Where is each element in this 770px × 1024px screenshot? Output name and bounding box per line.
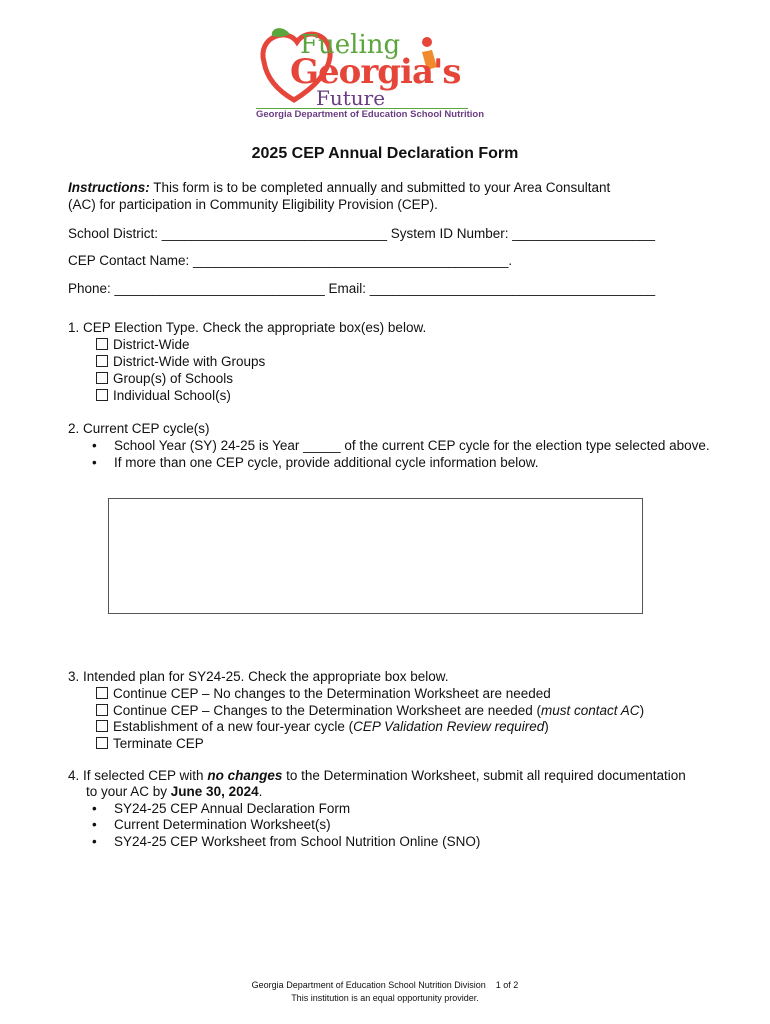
checkbox-icon[interactable] [96,355,108,367]
contact-name-field[interactable]: CEP Contact Name: __________________________________________. [68,253,513,268]
section2-heading: 2. Current CEP cycle(s) [68,421,210,436]
option-label: Individual School(s) [113,388,231,403]
option-emphasis: must contact AC [541,703,640,718]
bullet-text: School Year (SY) 24-25 is Year _____ of the current CEP cycle for the election type selected above. [114,438,710,453]
option-label: Continue CEP – No changes to the Determination Worksheet are needed [113,686,551,701]
option-label-end: ) [639,703,645,718]
option-label: Terminate CEP [113,736,204,751]
option-label: District-Wide [113,337,190,352]
checkbox-icon[interactable] [96,737,108,749]
school-district-field[interactable]: School District: ______________________________ System ID Number: ___________________ [68,226,655,241]
option-emphasis: CEP Validation Review required [353,719,545,734]
section3-heading: 3. Intended plan for SY24-25. Check the appropriate box below. [68,669,449,684]
logo-word-fueling: Fueling [300,30,401,60]
phone-email-field[interactable]: Phone: ____________________________ Email: ______________________________________ [68,281,656,296]
instructions-label: Instructions: [68,180,150,195]
instructions-text1: This form is to be completed annually and submitted to your Area Consultant [149,180,611,195]
footer-line1 [0,980,770,990]
instructions-line2: (AC) for participation in Community Eligibility Provision (CEP). [68,197,438,212]
heading-text: 4. If selected CEP with [68,768,208,783]
option-label: Establishment of a new four-year cycle ( [113,719,354,734]
bullet-text: SY24-25 CEP Annual Declaration Form [114,801,351,816]
heading-text: to your AC by [86,784,171,799]
footer-division: Georgia Department of Education School Nutrition Division [251,980,486,990]
option-district-wide-groups[interactable] [96,354,265,369]
option-label: Continue CEP – Changes to the Determination Worksheet are needed ( [113,703,542,718]
option-new-cycle[interactable] [96,719,549,734]
heading-emphasis: no changes [207,768,283,783]
option-terminate[interactable] [96,736,204,751]
option-label: District-Wide with Groups [113,354,266,369]
section2-bullet [96,455,538,470]
option-district-wide[interactable] [96,337,190,352]
checkbox-icon[interactable] [96,389,108,401]
georgia-logo [252,22,485,122]
deadline-date: June 30, 2024 [170,784,259,799]
logo-word-georgias: Georgia's [290,52,461,92]
additional-cycle-info-box[interactable] [108,498,643,614]
checkbox-icon[interactable] [96,720,108,732]
checkbox-icon[interactable] [96,704,108,716]
section4-bullet [96,801,350,816]
checkbox-icon[interactable] [96,338,108,350]
heading-text: . [258,784,263,799]
bullet-text: If more than one CEP cycle, provide additional cycle information below. [114,455,539,470]
footer-line2: This institution is an equal opportunity provider. [291,993,479,1003]
logo-tagline: Georgia Department of Education School Nutrition [256,109,485,120]
section4-bullet [96,817,331,832]
bullet-text: SY24-25 CEP Worksheet from School Nutrition Online (SNO) [114,834,481,849]
section4-heading [68,768,686,783]
option-individual-schools[interactable] [96,388,231,403]
section4-bullet [96,834,480,849]
heading-text: to the Determination Worksheet, submit all required documentation [282,768,686,783]
option-label-end: ) [544,719,549,734]
form-title: 2025 CEP Annual Declaration Form [251,145,519,162]
option-continue-no-changes[interactable] [96,686,551,701]
checkbox-icon[interactable] [96,687,108,699]
page-number: 1 of 2 [495,980,519,990]
instructions-line1 [68,180,610,195]
section1-heading: 1. CEP Election Type. Check the appropriate box(es) below. [68,320,427,335]
bullet-text: Current Determination Worksheet(s) [114,817,331,832]
logo-word-future: Future [316,86,386,110]
section2-bullet [96,438,710,453]
option-groups-of-schools[interactable] [96,371,233,386]
option-continue-with-changes[interactable] [96,703,644,718]
section4-heading-line2 [86,784,262,799]
checkbox-icon[interactable] [96,372,108,384]
option-label: Group(s) of Schools [113,371,234,386]
